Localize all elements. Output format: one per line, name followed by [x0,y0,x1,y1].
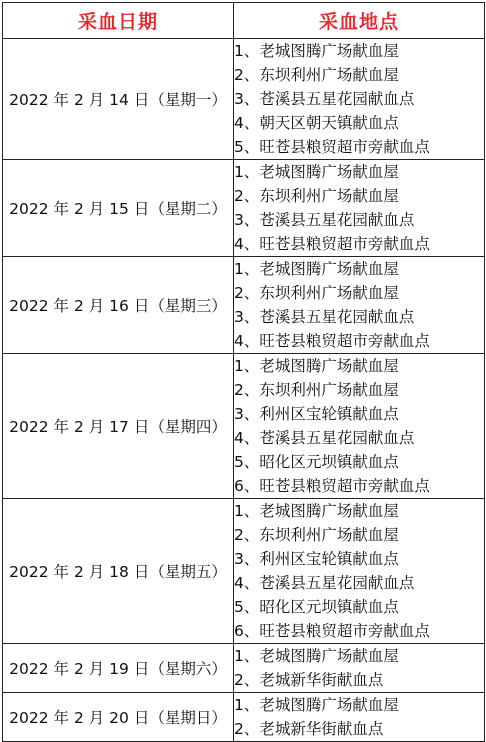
table-row [3,354,485,499]
table-row [3,644,485,693]
location-item: 1、老城图腾广场献血屋 [234,696,399,714]
collection-places [234,644,485,693]
location-item: 6、旺苍县粮贸超市旁献血点 [234,622,430,640]
location-item: 3、苍溪县五星花园献血点 [234,211,415,229]
location-item: 5、昭化区元坝镇献血点 [234,598,399,616]
collection-date: 2022 年 2 月 18 日（星期五） [3,499,234,644]
location-item: 1、老城图腾广场献血屋 [234,42,399,60]
table-row [3,160,485,257]
header-date: 采血日期 [3,3,234,39]
location-item: 1、老城图腾广场献血屋 [234,502,399,520]
location-item: 4、苍溪县五星花园献血点 [234,574,415,592]
table-row [3,693,485,742]
collection-date: 2022 年 2 月 19 日（星期六） [3,644,234,693]
location-item: 2、老城新华街献血点 [234,720,384,738]
location-item: 5、昭化区元坝镇献血点 [234,453,399,471]
location-item: 4、旺苍县粮贸超市旁献血点 [234,332,430,350]
collection-date: 2022 年 2 月 20 日（星期日） [3,693,234,742]
collection-places [234,39,485,160]
location-item: 2、东坝利州广场献血屋 [234,526,399,544]
location-item: 4、苍溪县五星花园献血点 [234,429,415,447]
location-item: 1、老城图腾广场献血屋 [234,260,399,278]
location-item: 3、苍溪县五星花园献血点 [234,308,415,326]
collection-date: 2022 年 2 月 14 日（星期一） [3,39,234,160]
collection-date: 2022 年 2 月 16 日（星期三） [3,257,234,354]
location-item: 1、老城图腾广场献血屋 [234,357,399,375]
collection-places [234,499,485,644]
location-item: 6、旺苍县粮贸超市旁献血点 [234,477,430,495]
location-item: 3、利州区宝轮镇献血点 [234,405,399,423]
location-item: 2、东坝利州广场献血屋 [234,187,399,205]
header-place: 采血地点 [234,3,485,39]
collection-places [234,693,485,742]
blood-collection-schedule-table [2,2,485,742]
location-item: 4、朝天区朝天镇献血点 [234,114,399,132]
collection-places [234,257,485,354]
table-row [3,257,485,354]
location-item: 2、东坝利州广场献血屋 [234,66,399,84]
collection-places [234,160,485,257]
table-row [3,499,485,644]
table-row [3,39,485,160]
location-item: 5、旺苍县粮贸超市旁献血点 [234,138,430,156]
collection-date: 2022 年 2 月 17 日（星期四） [3,354,234,499]
location-item: 3、利州区宝轮镇献血点 [234,550,399,568]
location-item: 2、东坝利州广场献血屋 [234,284,399,302]
location-item: 2、东坝利州广场献血屋 [234,381,399,399]
location-item: 1、老城图腾广场献血屋 [234,163,399,181]
location-item: 4、旺苍县粮贸超市旁献血点 [234,235,430,253]
location-item: 3、苍溪县五星花园献血点 [234,90,415,108]
location-item: 2、老城新华街献血点 [234,671,384,689]
location-item: 1、老城图腾广场献血屋 [234,647,399,665]
collection-date: 2022 年 2 月 15 日（星期二） [3,160,234,257]
header-row [3,3,485,39]
collection-places [234,354,485,499]
